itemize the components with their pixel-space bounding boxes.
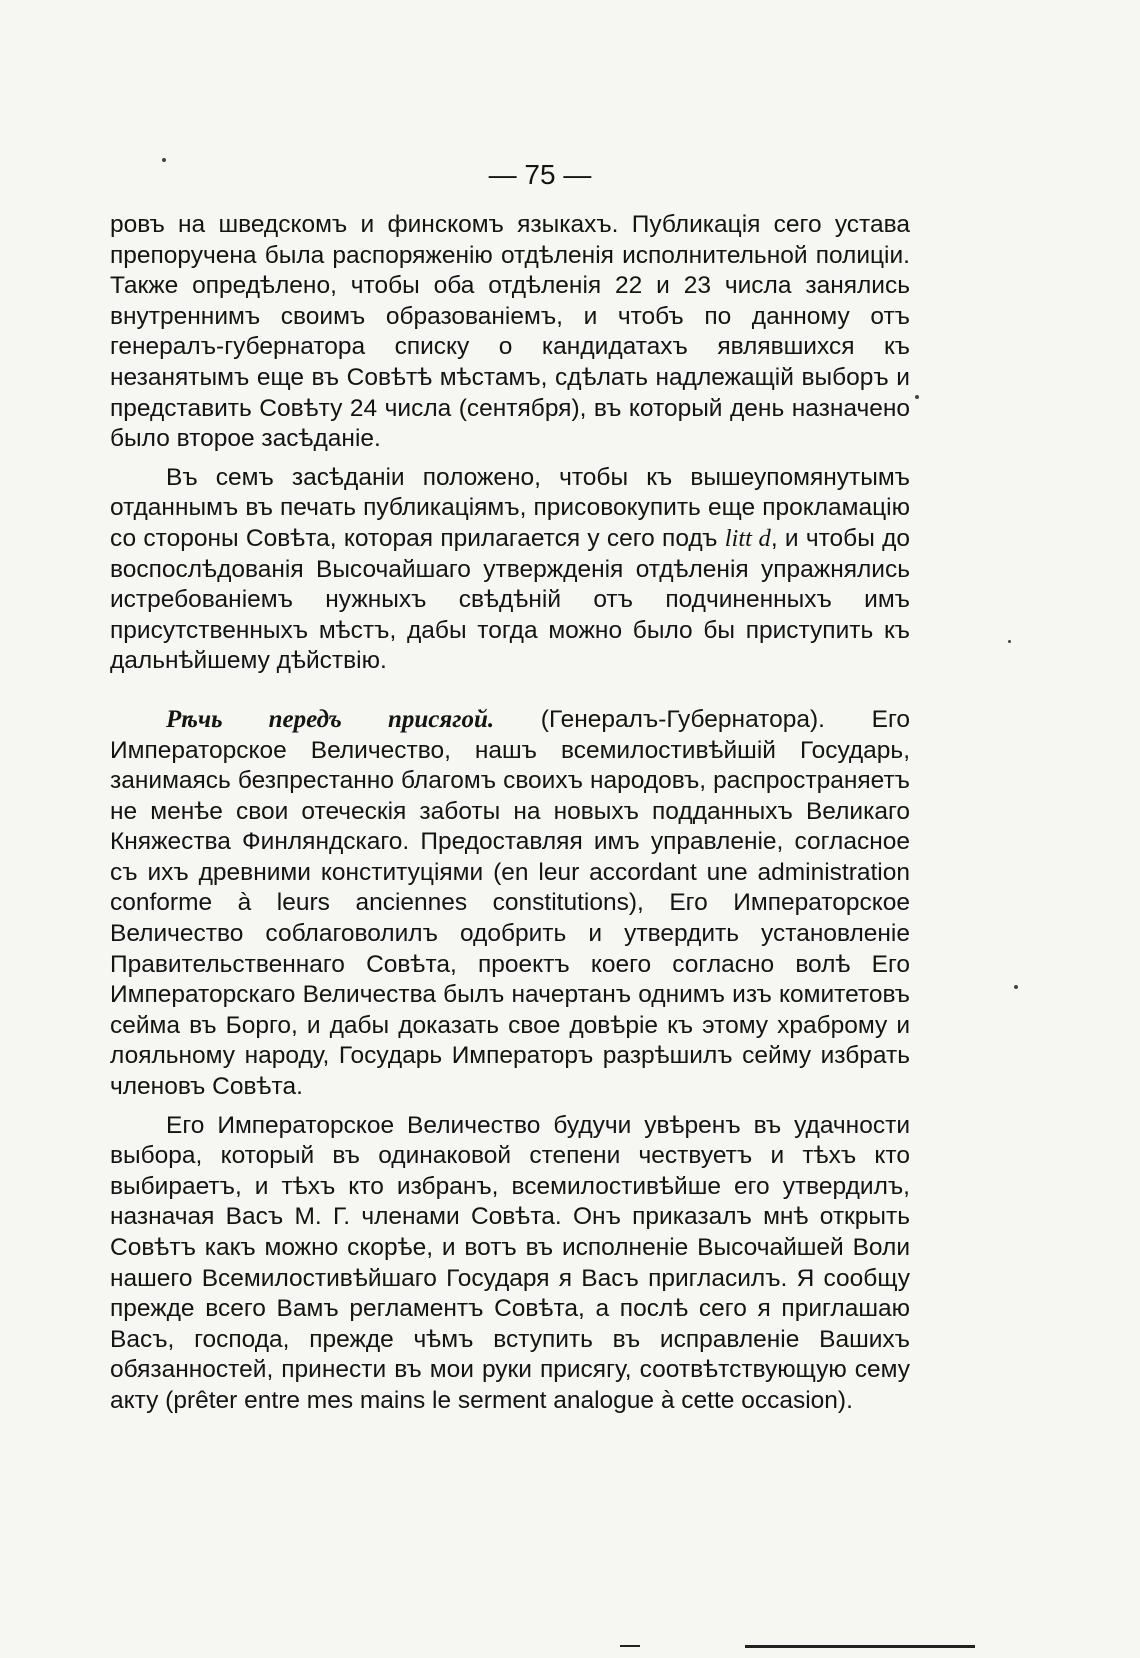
paragraph-1: ровъ на шведскомъ и финскомъ языкахъ. Публикація сего устава препоручена была распоряженію отдѣленія исполнительной полиціи. Также опредѣлено, чтобы оба отдѣленія 22 и 23 числа занялись внутреннимъ своимъ образованіемъ, и чтобъ по данному отъ генералъ-губернатора списку о кандидатахъ являвшихся къ незанятымъ еще въ Совѣтѣ мѣстамъ, сдѣлать надлежащій выборъ и представить Совѣту 24 числа (сентября), въ который день назначено было второе засѣданіе. [110,211,910,453]
paragraph-2-text-after: , и чтобы до воспослѣдованія Высочайшаго утвержденія отдѣленія упражнялись истребованіемъ нужныхъ свѣдѣній отъ подчиненныхъ имъ присутственныхъ мѣстъ, дабы тогда можно было бы приступить къ дальнѣйшему дѣйствію. [110,524,910,675]
page-number: — 75 — [488,159,592,190]
scan-speck [1008,640,1011,643]
scan-speck [915,395,919,399]
paragraph-2 [110,463,910,677]
body-text [110,210,910,1417]
scan-speck [1014,985,1018,989]
paragraph-3 [110,705,910,1103]
paragraph-3-text: (Генералъ-Губернатора). Его Императорское Величество, нашъ всемилостивѣйшій Государь, занимаясь безпрестанно благомъ своихъ народовъ, распространяетъ не менѣе свои отеческія заботы на новыхъ подданныхъ Великаго Княжества Финляндскаго. Предоставляя имъ управленіе, согласное съ ихъ древними конституціями (en leur accordant une administration conforme à leurs anciennes constitutions), Его Императорское Величество соблаговолилъ одобрить и утвердить установленіе Правительственнаго Совѣта, проектъ коего согласно волѣ Его Императорскаго Величества былъ начертанъ однимъ изъ комитетовъ сейма въ Борго, и дабы доказать свое довѣріе къ этому храброму и лояльному народу, Государь Императоръ разрѣшилъ сейму избрать членовъ Совѣта. [110,705,910,1101]
paragraph-2-text-before: Въ семъ засѣданіи положено, чтобы къ вышеупомянутымъ отданнымъ въ печать публикаціямъ, присовокупить еще прокламацію со стороны Совѣта, которая прилагается у сего подъ [110,463,910,552]
paragraph-4: Его Императорское Величество будучи увѣренъ въ удачности выбора, который въ одинаковой степени чествуетъ и тѣхъ кто выбираетъ, и тѣхъ кто избранъ, всемилостивѣйше его утвердилъ, назначая Васъ М. Г. членами Совѣта. Онъ приказалъ мнѣ открыть Совѣтъ какъ можно скорѣе, и вотъ въ исполненіе Высочайшей Воли нашего Всемилостивѣйшаго Государя я Васъ пригласилъ. Я сообщу прежде всего Вамъ регламентъ Совѣта, а послѣ сего я приглашаю Васъ, господа, прежде чѣмъ вступить въ исправленіе Вашихъ обязанностей, принести въ мои руки присягу, соотвѣтствующую сему акту (prêter entre mes mains le serment analogue à cette occasion). [110,1111,910,1414]
bottom-rule [745,1645,975,1648]
litt-reference: litt d [724,524,771,552]
bottom-rule-short [620,1645,640,1647]
scan-speck [162,158,166,162]
speech-title: Рѣчь передъ присягой. [166,705,495,733]
